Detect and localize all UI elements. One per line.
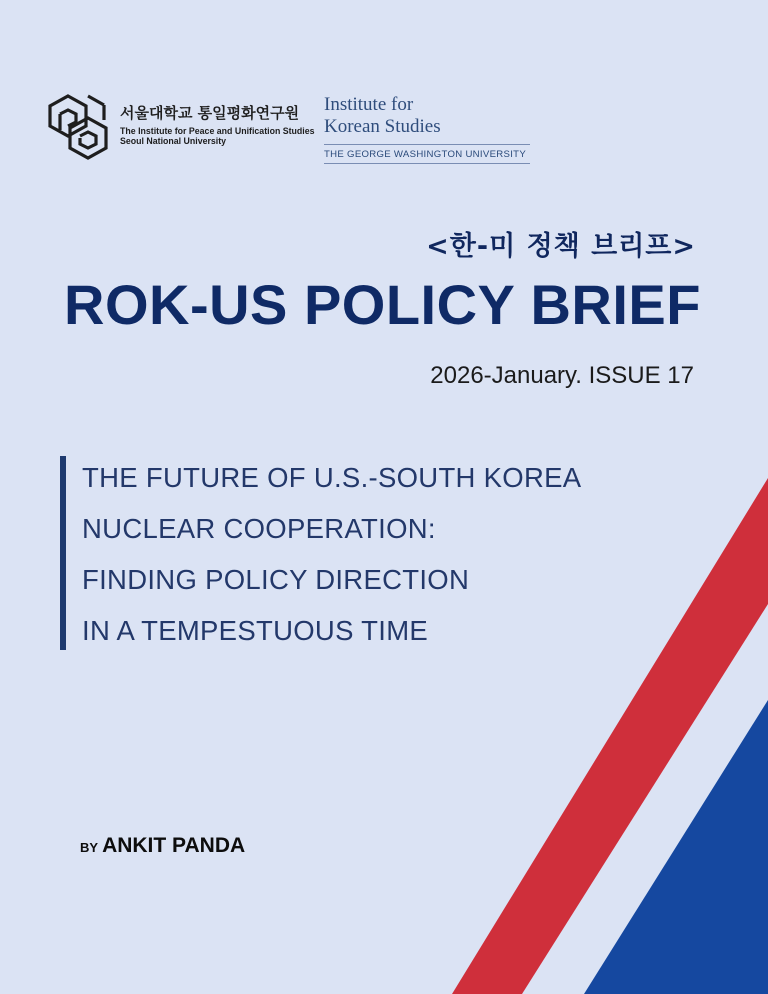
subtitle-line: IN A TEMPESTUOUS TIME [82,615,429,646]
by-label: BY [80,840,99,855]
ifks-name-line1: Institute for [324,94,414,115]
snu-institute-name [120,104,315,146]
subtitle-line: FINDING POLICY DIRECTION [82,564,470,595]
snu-korean-name: 서울대학교 통일평화연구원 [120,104,300,122]
subtitle-line: NUCLEAR COOPERATION: [82,513,436,544]
brief-subtitle [82,452,581,656]
subtitle-accent-bar [60,456,66,650]
ifks-logo [324,94,534,164]
ifks-name-line2: Korean Studies [324,116,441,137]
ifks-divider-bottom [324,163,530,164]
korean-title: <한-미 정책 브리프> [426,231,696,262]
author-name: ANKIT PANDA [102,834,246,857]
snu-english-name: The Institute for Peace and Unification Studies [120,126,315,136]
gwu-name: THE GEORGE WASHINGTON UNIVERSITY [324,149,527,160]
page-title: ROK-US POLICY BRIEF [64,273,701,336]
ifks-divider [324,144,530,145]
issue-label: 2026-January. ISSUE 17 [430,362,694,389]
snu-ipus-emblem-icon [46,92,114,164]
snu-university-name: Seoul National University [120,136,227,146]
byline [80,834,245,858]
subtitle-line: THE FUTURE OF U.S.-SOUTH KOREA [82,462,582,493]
